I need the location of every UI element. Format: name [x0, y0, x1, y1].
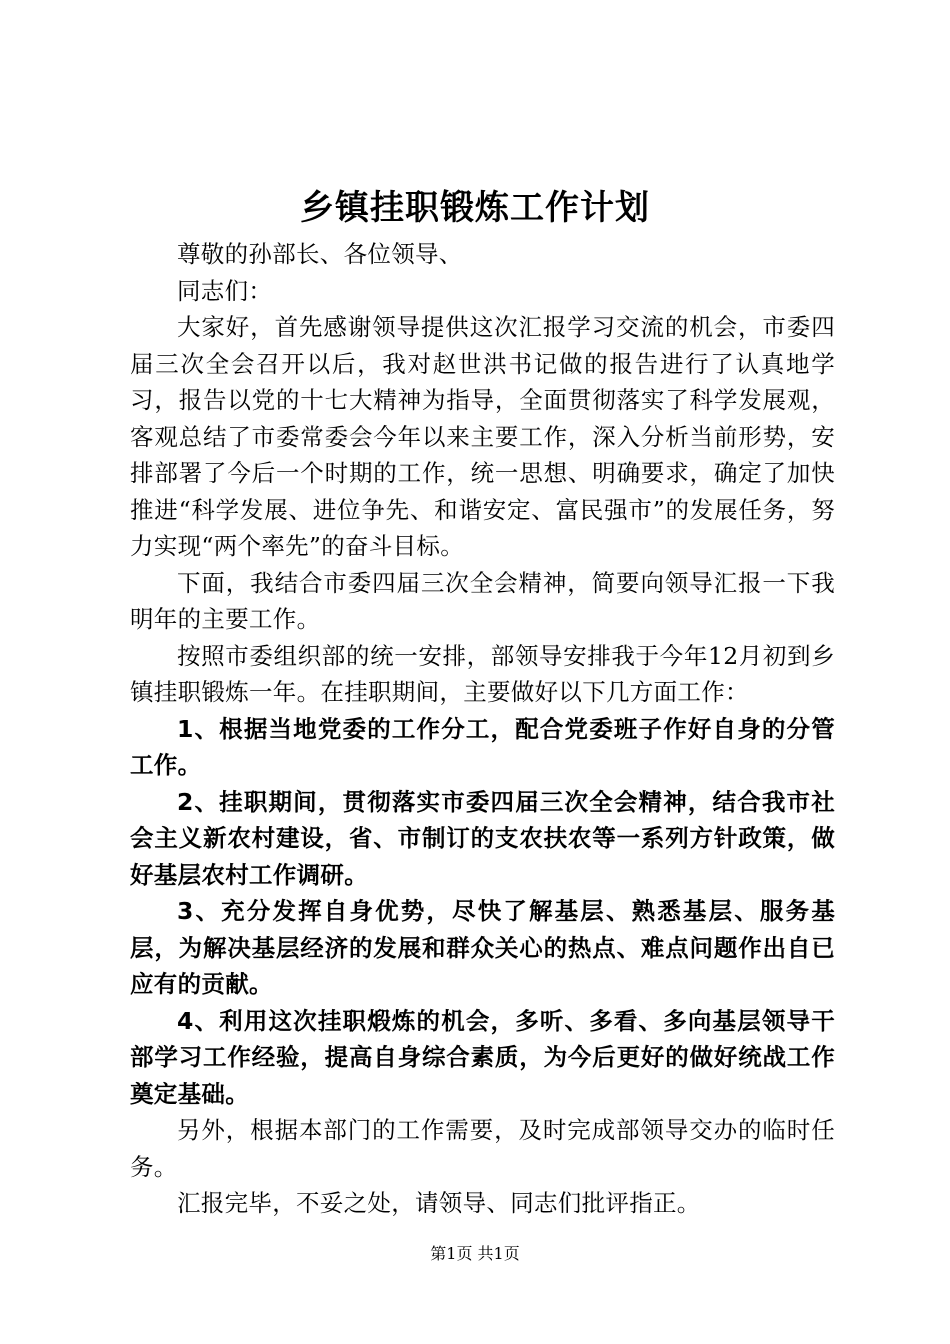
document-body [130, 236, 835, 1222]
paragraph-salutation: 尊敬的孙部长、各位领导、 [177, 240, 463, 268]
page-number-footer: 第1页 共1页 [430, 1244, 520, 1263]
paragraph-item-2: 2、挂职期间，贯彻落实市委四届三次全会精神，结合我市社会主义新农村建设，省、市制订的支农扶农等一系列方针政策，做好基层农村工作调研。 [130, 787, 835, 889]
document-title: 乡镇挂职锻炼工作计划 [300, 188, 650, 228]
paragraph-salutation-comrades: 同志们： [177, 276, 273, 305]
paragraph-item-4: 4、利用这次挂职煅炼的机会，多听、多看、多向基层领导干部学习工作经验，提高自身综合素质，为今后更好的做好统战工作奠定基础。 [130, 1006, 835, 1108]
paragraph-intro: 大家好，首先感谢领导提供这次汇报学习交流的机会，市委四届三次全会召开以后，我对赵世洪书记做的报告进行了认真地学习，报告以党的十七大精神为指导，全面贯彻落实了科学发展观，客观总结了市委常委会今年以来主要工作，深入分析当前形势，安排部署了今后一个时期的工作，统一思想、明确要求，确定了加快推进“科学发展、进位争先、和谐安定、富民强市”的发展任务，努力实现“两个率先”的奋斗目标。 [130, 313, 835, 560]
paragraph-additional-tasks: 另外，根据本部门的工作需要，及时完成部领导交办的临时任务。 [130, 1116, 835, 1181]
paragraph-arrangement: 按照市委组织部的统一安排，部领导安排我于今年12月初到乡镇挂职锻炼一年。在挂职期间，主要做好以下几方面工作： [130, 641, 835, 706]
paragraph-report-lead: 下面，我结合市委四届三次全会精神，简要向领导汇报一下我明年的主要工作。 [130, 568, 835, 633]
paragraph-item-1: 1、根据当地党委的工作分工，配合党委班子作好自身的分管工作。 [130, 714, 835, 779]
paragraph-item-3: 3、充分发挥自身优势，尽快了解基层、熟悉基层、服务基层，为解决基层经济的发展和群众关心的热点、难点问题作出自已应有的贡献。 [130, 897, 835, 998]
paragraph-closing: 汇报完毕，不妥之处，请领导、同志们批评指正。 [177, 1189, 701, 1217]
